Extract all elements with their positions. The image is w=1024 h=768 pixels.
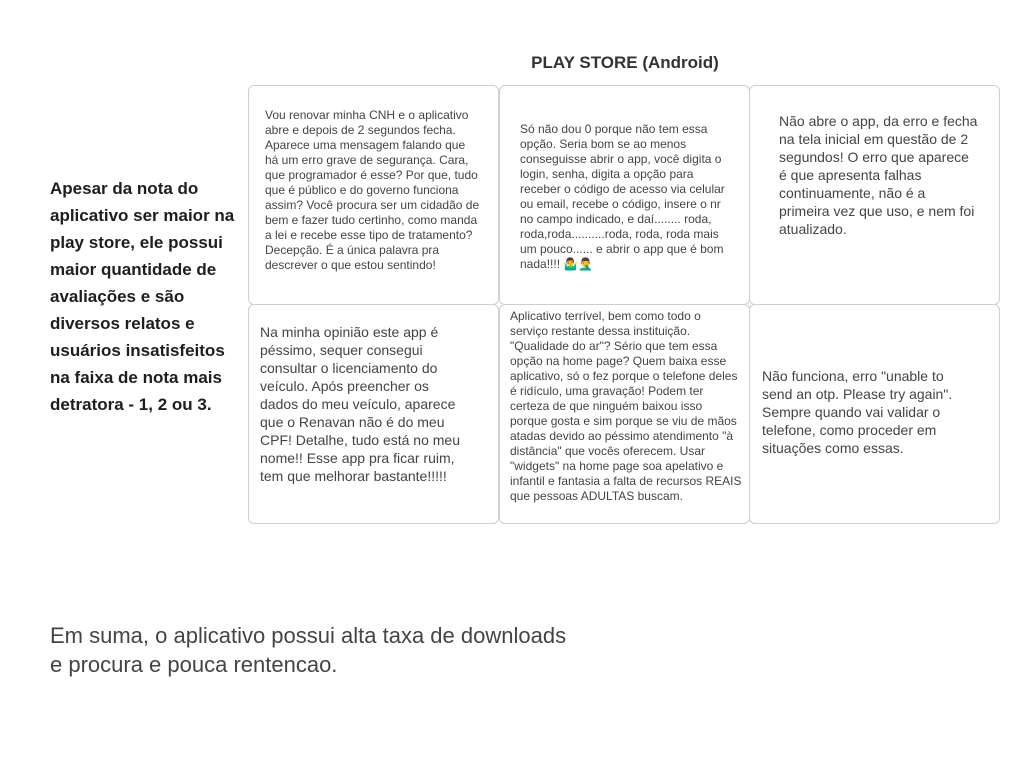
review-text: Aplicativo terrível, bem como todo o serviço restante dessa instituição. "Qualidade do ar"? Sério que tem essa opção na home page? Quem baixa esse aplicativo, só o fez porque o telefone deles é ridículo, uma gravação! Podem ter certeza de que ninguém baixou isso porque gosta e sim porque se viu de mãos atadas devido ao péssimo atendimento "à distância" que vocês oferecem. Usar "widgets" na home page soa apelativo e infantil e fantasia a falta de recursos REAIS que pessoas ADULTAS buscam.	[510, 309, 742, 503]
review-text: Vou renovar minha CNH e o aplicativo abre e depois de 2 segundos fecha. Aparece uma mensagem falando que há um erro grave de segurança. Cara, que programador é esse? Por que, tudo que é público e do governo funciona assim? Você procura ser um cidadão de bem e fazer tudo certinho, como manda a lei e recebe esse tipo de tratamento? Decepção. É a única palavra pra descrever o que estou sentindo!	[265, 108, 480, 272]
analysis-text: Apesar da nota do aplicativo ser maior na play store, ele possui maior quantidade de avaliações e são diversos relatos e usuários insatisfeitos na faixa de nota mais detratora - 1, 2 ou 3.	[50, 179, 235, 414]
review-card-2	[499, 85, 750, 305]
review-text: Não abre o app, da erro e fecha na tela inicial em questão de 2 segundos! O erro que aparece é que apresenta falhas continuamente, não é a primeira vez que uso, e nem foi atualizado.	[779, 113, 978, 237]
review-card-4	[248, 304, 499, 524]
review-text: Não funciona, erro "unable to send an otp. Please try again". Sempre quando vai validar o telefone, como proceder em situações como essas.	[762, 368, 953, 456]
summary-text: Em suma, o aplicativo possui alta taxa de downloads e procura e pouca rentencao.	[50, 623, 567, 677]
review-card-3	[749, 85, 1000, 305]
review-card-1	[248, 85, 499, 305]
review-text: Na minha opinião este app é péssimo, sequer consegui consultar o licenciamento do veículo. Após preencher os dados do meu veículo, aparece que o Renavan não é do meu CPF! Detalhe, tudo está no meu nome!! Esse app pra ficar ruim, tem que melhorar bastante!!!!!	[260, 324, 460, 484]
review-card-5	[499, 304, 750, 524]
review-card-6	[749, 304, 1000, 524]
section-title: PLAY STORE (Android)	[531, 53, 719, 72]
review-text: Só não dou 0 porque não tem essa opção. Seria bom se ao menos conseguisse abrir o app, você digita o login, senha, digita a opção para receber o código de acesso via celular ou email, recebe o código, insere o nr no campo indicado, e daí........ roda, roda,roda..........roda, roda, roda mais um pouco...... e abrir o app que é bom nada!!!! 🤷‍♂️🤦‍♂️	[520, 122, 725, 271]
